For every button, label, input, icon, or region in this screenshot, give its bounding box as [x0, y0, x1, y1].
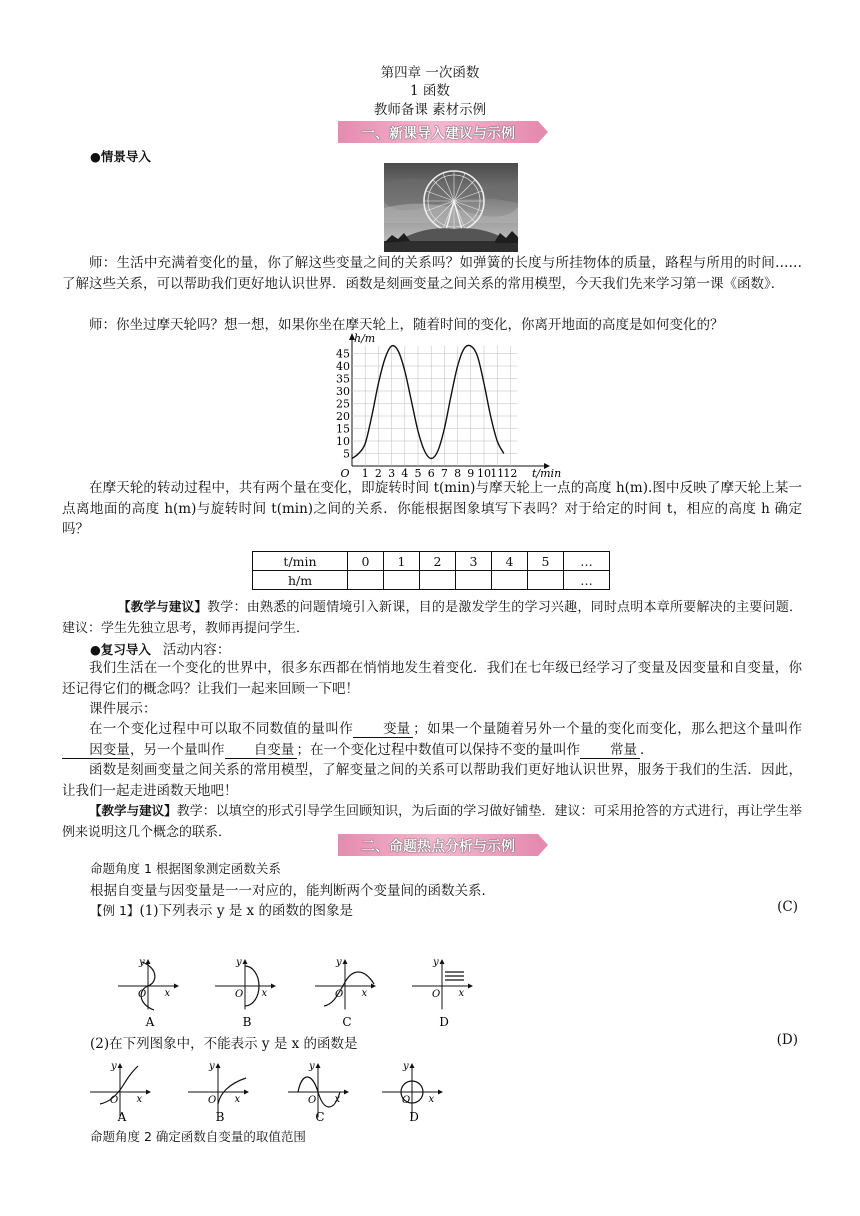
blank-answer: 常量: [580, 742, 640, 759]
x-tick-label: 4: [401, 467, 409, 480]
blank-answer: 自变量: [225, 742, 297, 759]
graph1-b-origin: O: [235, 989, 244, 1000]
y-tick-label: 5: [343, 447, 350, 461]
page-subtitle: 教师备课 素材示例: [373, 102, 487, 118]
table-row: [253, 552, 610, 571]
graph2-c-x-label: x: [334, 1094, 341, 1105]
graph1-c-origin: O: [335, 989, 344, 1000]
blank-answer: 因变量: [62, 742, 130, 759]
blank-answer: 变量: [353, 721, 413, 738]
graph1-b-x-label: x: [261, 988, 268, 999]
graph2-a-x-arrow: [146, 1090, 151, 1095]
table-cell: 0: [348, 552, 384, 571]
fill-text: ，另一个量叫作: [130, 741, 225, 758]
table-cell: 5: [528, 552, 564, 571]
table-cell: …: [564, 571, 610, 590]
graph1-a-x-label: x: [164, 988, 171, 999]
graph2-d-y-arrow: [410, 1063, 415, 1068]
table-cell: …: [564, 552, 610, 571]
graph2-b-x-label: x: [234, 1094, 241, 1105]
fill-text: ；如果一个量随着另外一个量的变化而变化，那么把这个量叫作: [413, 721, 802, 737]
table-cell: h/m: [253, 571, 348, 590]
table-cell: [420, 571, 456, 590]
advice-label: 【教学与建议】: [118, 599, 208, 614]
graph2-a-origin: O: [110, 1095, 119, 1106]
option-label: D: [409, 1110, 419, 1124]
graph1-d-x-label: x: [458, 988, 465, 999]
example-label: 【例 1】: [90, 903, 140, 918]
advice-text: 教学：以填空的形式引导学生回顾知识，为后面的学习做好铺垫．建议：可采用抢答的方式进行，再让学生举例来说明这几个概念的联系．: [62, 804, 802, 840]
graph1-d-y-label: y: [433, 957, 439, 968]
graph1-a-origin: O: [138, 989, 147, 1000]
graph1-d-y-arrow: [440, 959, 445, 964]
x-tick-label: 12: [503, 467, 518, 480]
angle1-description: 根据自变量与因变量是一一对应的，能判断两个变量间的函数关系．: [90, 883, 495, 899]
fill-text: ；在一个变化过程中数值可以保持不变的量叫作: [296, 741, 580, 758]
table-cell: 2: [420, 552, 456, 571]
ferris-height-chart: [332, 330, 562, 480]
review-intro: [90, 638, 230, 658]
review-intro-label: ●复习导入: [90, 642, 151, 657]
angle2-title: 命题角度 2 确定函数自变量的取值范围: [90, 1129, 306, 1144]
graph-options-set-2: [88, 1056, 468, 1124]
y-tick-label: 20: [336, 410, 350, 423]
graph1-d-origin: O: [432, 989, 441, 1000]
paragraph-review: 我们生活在一个变化的世界中，很多东西都在悄悄地发生着变化．我们在七年级已经学习了变量及因变量和自变量，你还记得它们的概念吗？让我们一起来回顾一下吧！: [62, 660, 802, 697]
graph2-d-x-arrow: [438, 1090, 443, 1095]
x-tick-label: 9: [467, 467, 475, 480]
graph2-a-y-arrow: [118, 1063, 123, 1068]
example1-answer2: (D): [776, 1032, 798, 1048]
option-label: D: [439, 1015, 449, 1029]
graph-options-set-1: [112, 954, 492, 1030]
review-intro-text: 活动内容：: [162, 642, 231, 658]
y-tick-label: 25: [336, 397, 350, 411]
height-table: [252, 551, 610, 590]
y-tick-label: 35: [336, 372, 350, 386]
graph2-b-curve: [218, 1078, 246, 1104]
x-tick-label: 8: [454, 467, 462, 480]
teaching-advice-1: [62, 597, 802, 639]
section-banner-1-text: 一、新课导入建议与示例: [361, 126, 515, 142]
example1-question2: (2)在下列图象中，不能表示 y 是 x 的函数是: [90, 1036, 358, 1052]
fill-in-blanks: [62, 719, 802, 760]
graph2-b-y-arrow: [216, 1063, 221, 1068]
x-tick-label: 10: [477, 467, 491, 480]
graph2-b-origin: O: [208, 1095, 217, 1106]
table-cell: 3: [456, 552, 492, 571]
graph2-c-x-arrow: [344, 1090, 349, 1095]
section-banner-2: [338, 834, 550, 856]
graph1-d-x-arrow: [468, 984, 473, 989]
y-tick-label: 30: [336, 385, 350, 398]
graph1-c-x-label: x: [361, 988, 368, 999]
x-tick-label: 2: [374, 467, 382, 480]
height-curve: [352, 345, 504, 458]
option-label: C: [315, 1110, 325, 1124]
ferris-wheel-photo: [384, 163, 518, 252]
x-tick-label: 5: [414, 467, 422, 480]
graph1-a-y-label: y: [139, 957, 145, 968]
table-cell: [348, 571, 384, 590]
courseware-label: 课件展示：: [89, 701, 157, 717]
table-cell: 1: [384, 552, 420, 571]
example1-question1: [90, 899, 353, 919]
paragraph-ferris-question: 师：你坐过摩天轮吗？想一想，如果你坐在摩天轮上，随着时间的变化，你离开地面的高度是如何变化的？: [89, 317, 724, 333]
option-label: A: [117, 1110, 127, 1124]
option-label: B: [242, 1015, 252, 1029]
fill-text: ．: [640, 741, 654, 758]
option-label: A: [145, 1015, 155, 1029]
table-cell: [492, 571, 528, 590]
graph2-d-y-label: y: [403, 1061, 409, 1072]
graph2-a-x-label: x: [136, 1094, 143, 1105]
table-cell: t/min: [253, 552, 348, 571]
table-cell: 4: [492, 552, 528, 571]
section-banner-1: [338, 121, 550, 143]
paragraph-intro: 师：生活中充满着变化的量，你了解这些变量之间的关系吗？如弹簧的长度与所挂物体的质量，路程与所用的时间……了解这些关系，可以帮助我们更好地认识世界．函数是刻画变量之间关系的常用模型，今天我们先来学习第一课《函数》．: [62, 255, 802, 292]
y-axis-label: h/m: [354, 332, 376, 345]
graph2-b-y-label: y: [209, 1061, 215, 1072]
angle1-title: 命题角度 1 根据图象测定函数关系: [90, 861, 281, 876]
scene-intro-label: ●情景导入: [90, 149, 151, 164]
y-tick-label: 15: [336, 422, 350, 436]
example1-answer1: (C): [777, 899, 798, 915]
example-text: (1)下列表示 y 是 x 的函数的图象是: [139, 903, 353, 919]
graph2-c-origin: O: [308, 1095, 317, 1106]
paragraph-ferris-explain: 在摩天轮的转动过程中，共有两个量在变化，即旋转时间 t(min)与摩天轮上一点的高度 h(m).图中反映了摩天轮上某一点离地面的高度 h(m)与旋转时间 t(min)之间的关系．你能根据图象填写下表吗？对于给定的时间 t，相应的高度 h 确定吗？: [62, 480, 802, 537]
graph1-b-y-label: y: [236, 957, 242, 968]
x-tick-label: 11: [490, 467, 505, 480]
graph1-c-y-arrow: [343, 959, 348, 964]
graph2-b-x-arrow: [244, 1090, 249, 1095]
graph2-a-curve: [100, 1066, 138, 1104]
y-tick-label: 10: [336, 435, 350, 448]
y-tick-label: 40: [336, 360, 350, 373]
table-row: [253, 571, 610, 590]
graph2-c-y-arrow: [316, 1063, 321, 1068]
graph2-a-y-label: y: [111, 1061, 117, 1072]
table-cell: [528, 571, 564, 590]
graph2-c-y-label: y: [309, 1061, 315, 1072]
table-cell: [456, 571, 492, 590]
section-banner-2-text: 二、命题热点分析与示例: [361, 839, 515, 855]
graph1-c-y-label: y: [336, 957, 342, 968]
x-tick-label: 3: [388, 467, 396, 480]
fill-text: 在一个变化过程中可以取不同数值的量叫作: [89, 721, 354, 737]
x-tick-label: 6: [427, 467, 435, 480]
table-cell: [384, 571, 420, 590]
graph1-b-x-arrow: [271, 984, 276, 989]
y-tick-label: 45: [336, 347, 350, 361]
x-tick-label: 7: [440, 467, 448, 480]
advice-text: 教学：由熟悉的问题情境引入新课，目的是激发学生的学习兴趣，同时点明本章所要解决的主要问题．建议：学生先独立思考，教师再提问学生．: [62, 600, 802, 636]
graph1-b-y-arrow: [243, 959, 248, 964]
x-axis-label: t/min: [532, 467, 562, 480]
x-tick-label: O: [340, 467, 350, 480]
graph1-a-x-arrow: [174, 984, 179, 989]
section-title: 1 函数: [410, 83, 450, 99]
graph2-d-origin: O: [402, 1095, 411, 1106]
option-label: B: [215, 1110, 225, 1124]
paragraph-function-model: 函数是刻画变量之间关系的常用模型，了解变量之间的关系可以帮助我们更好地认识世界，服务于我们的生活．因此，让我们一起走进函数天地吧！: [62, 762, 802, 799]
advice-label: 【教学与建议】: [89, 803, 177, 818]
option-label: C: [342, 1015, 352, 1029]
graph2-d-x-label: x: [428, 1094, 435, 1105]
chapter-title: 第四章 一次函数: [380, 65, 480, 81]
x-tick-label: 1: [361, 467, 369, 480]
